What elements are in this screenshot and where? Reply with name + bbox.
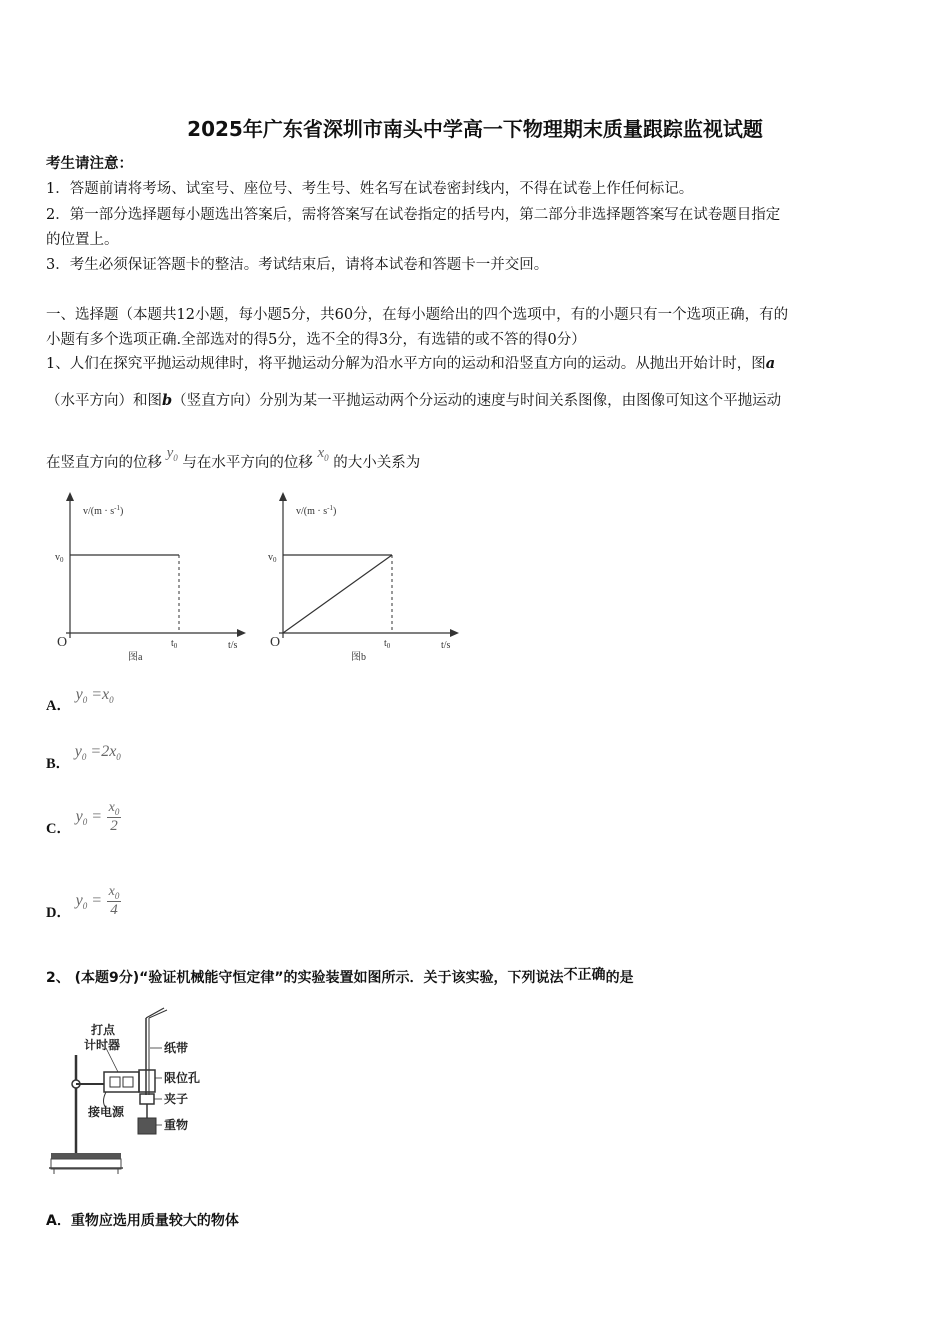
q1-stem-line3 — [46, 441, 421, 471]
graph-a — [50, 490, 250, 668]
y0-symbol: $y_0$ — [166, 445, 178, 463]
y-axis-arrow — [279, 492, 287, 501]
timer-label: 打点 — [91, 1023, 116, 1037]
hole-label: 限位孔 — [164, 1071, 201, 1085]
x-axis-arrow — [237, 629, 246, 637]
x-axis-arrow — [450, 629, 459, 637]
v0-label: $v_0$ — [268, 552, 277, 564]
q2-emphasis: 不正确 — [563, 967, 606, 983]
velocity-line — [283, 555, 392, 633]
option-d[interactable]: D． $y_0$ = $\frac{x_0}{4}$ — [46, 884, 120, 921]
option-d-formula: $y_0$ = — [75, 891, 102, 911]
x-axis-label: t/s — [228, 640, 238, 651]
option-b[interactable]: B． $y_0 =2x_0$ — [46, 743, 121, 772]
q1-text: 与在水平方向的位移 — [182, 455, 313, 471]
power-label: 接电源 — [88, 1105, 125, 1119]
origin-label: O — [270, 635, 281, 650]
notice-item: 的位置上。 — [46, 232, 119, 248]
stand-base — [51, 1153, 121, 1159]
clip — [140, 1094, 154, 1104]
apparatus-diagram — [46, 1000, 216, 1175]
notice-item: 2．第一部分选择题每小题选出答案后，需将答案写在试卷指定的括号内，第二部分非选择题答案写在试卷题目指定 — [46, 207, 781, 223]
timer-body — [104, 1072, 139, 1092]
q1-text: 在竖直方向的位移 — [46, 455, 162, 471]
q1-stem-line2 — [46, 389, 781, 410]
limit-hole — [139, 1070, 155, 1092]
option-c-formula: $y_0$ = — [75, 807, 102, 827]
notice-item: 1．答题前请将考场、试室号、座位号、考生号、姓名写在试卷密封线内，不得在试卷上作任何标记。 — [46, 181, 694, 197]
q1-text: （水平方向）和图 — [46, 393, 162, 409]
y-axis-label: $v/(m \cdot s^{-1})$ — [296, 504, 337, 517]
clip-label: 夹子 — [164, 1092, 189, 1106]
t0-label: $t_0$ — [171, 638, 178, 650]
x-axis-label: t/s — [441, 640, 451, 651]
y-axis-label: $v/(m \cdot s^{-1})$ — [83, 504, 124, 517]
weight-label: 重物 — [164, 1118, 189, 1132]
x0-symbol: $x_0$ — [317, 445, 329, 463]
q2-stem: 2、 (本题9分)“验证机械能守恒定律”的实验装置如图所示．关于该实验，下列说法不正确的是 — [46, 967, 634, 986]
v0-label: $v_0$ — [55, 552, 64, 564]
origin-label: O — [57, 635, 68, 650]
t0-label: $t_0$ — [384, 638, 391, 650]
option-c[interactable]: C． $y_0$ = $\frac{x_0}{2}$ — [46, 800, 120, 837]
page-title: 2025年广东省深圳市南头中学高一下物理期末质量跟踪监视试题 — [187, 117, 763, 141]
q1-stem-line1 — [46, 352, 775, 373]
notice-item: 3．考生必须保证答题卡的整洁。考试结束后，请将本试卷和答题卡一并交回。 — [46, 257, 549, 273]
q1-text: （竖直方向）分别为某一平抛运动两个分运动的速度与时间关系图像，由图像可知这个平抛运动 — [172, 393, 782, 409]
graph-caption: 图a — [128, 652, 143, 663]
section-heading-line1: 一、选择题（本题共12小题，每小题5分，共60分，在每小题给出的四个选项中，有的小题只有一个选项正确，有的 — [46, 307, 789, 323]
tape-label: 纸带 — [164, 1041, 189, 1055]
graph-caption: 图b — [351, 652, 366, 663]
option-c-fraction: $\frac{x_0}{2}$ — [108, 800, 120, 834]
option-a[interactable]: A． $y_0 =x_0$ — [46, 686, 114, 714]
weight — [138, 1118, 156, 1134]
q1-text: 1、人们在探究平抛运动规律时，将平抛运动分解为沿水平方向的运动和沿竖直方向的运动。从抛出开始计时，图 — [46, 356, 766, 372]
q1-fig-a-var: a — [765, 355, 776, 372]
q2-option-a[interactable]: A．重物应选用质量较大的物体 — [46, 1213, 239, 1229]
option-d-fraction: $\frac{x_0}{4}$ — [108, 884, 120, 918]
option-a-formula: $y_0 =x_0$ — [75, 686, 114, 706]
graph-b — [263, 490, 463, 668]
section-heading-line2: 小题有多个选项正确.全部选对的得5分，选不全的得3分，有选错的或不答的得0分） — [46, 332, 586, 348]
y-axis-arrow — [66, 492, 74, 501]
notice-heading: 考生请注意： — [46, 155, 133, 172]
timer-label: 计时器 — [84, 1038, 121, 1052]
q1-text: 的大小关系为 — [333, 455, 421, 471]
q1-fig-b-var: b — [162, 392, 173, 409]
option-b-formula: $y_0 =2x_0$ — [74, 743, 121, 763]
